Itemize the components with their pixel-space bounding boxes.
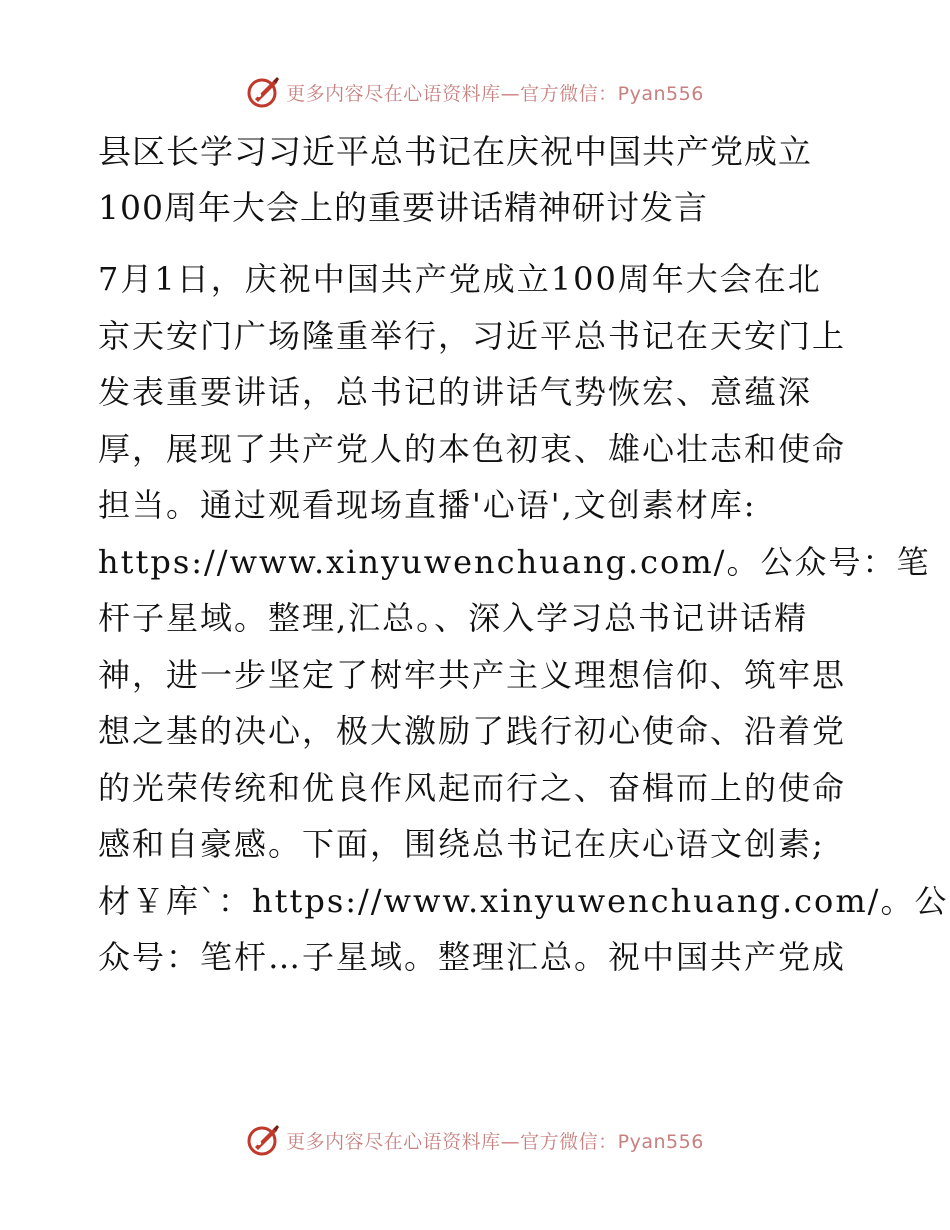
body-line: https://www.xinyuwenchuang.com/。公众号：笔 <box>98 542 931 581</box>
body-line: 想之基的决心，极大激励了践行初心使命、沿着党 <box>98 712 847 750</box>
body-line: 厚，展现了共产党人的本色初衷、雄心壮志和使命 <box>98 429 847 468</box>
title-line: 100周年大会上的重要讲话精神研讨发言 <box>98 188 708 227</box>
body-line: 神，进一步坚定了树牢共产主义理想信仰、筑牢思 <box>98 655 847 694</box>
header-banner-text: 更多内容尽在心语资料库—官方微信：Pyan556 <box>286 82 704 105</box>
body-line: 担当。通过观看现场直播'心语',文创素材库: <box>98 486 757 524</box>
body-line: 感和自豪感。下面，围绕总书记在庆心语文创素; <box>98 825 825 863</box>
body-line: 材￥库`：https://www.xinyuwenchuang.com/。公 <box>98 881 949 920</box>
quill-logo-icon <box>246 75 280 109</box>
body-line: 京天安门广场隆重举行，习近平总书记在天安门上 <box>98 316 847 355</box>
body-line: 的光荣传统和优良作风起而行之、奋楫而上的使命 <box>98 768 847 807</box>
body-line: 7月1日，庆祝中国共产党成立100周年大会在北 <box>98 260 822 298</box>
footer-banner <box>0 1120 950 1160</box>
title-line: 县区长学习习近平总书记在庆祝中国共产党成立 <box>98 132 812 171</box>
quill-logo-icon <box>246 1123 280 1157</box>
body-line: 发表重要讲话，总书记的讲话气势恢宏、意蕴深 <box>98 373 813 411</box>
body-line: 杆子星域。整理,汇总。、深入学习总书记讲话精 <box>98 599 809 637</box>
document-body <box>98 251 949 986</box>
footer-banner-text: 更多内容尽在心语资料库—官方微信：Pyan556 <box>286 1130 704 1153</box>
document-title <box>98 124 858 236</box>
header-banner <box>0 72 950 112</box>
body-line: 众号：笔杆…子星域。整理汇总。祝中国共产党成 <box>98 938 847 976</box>
